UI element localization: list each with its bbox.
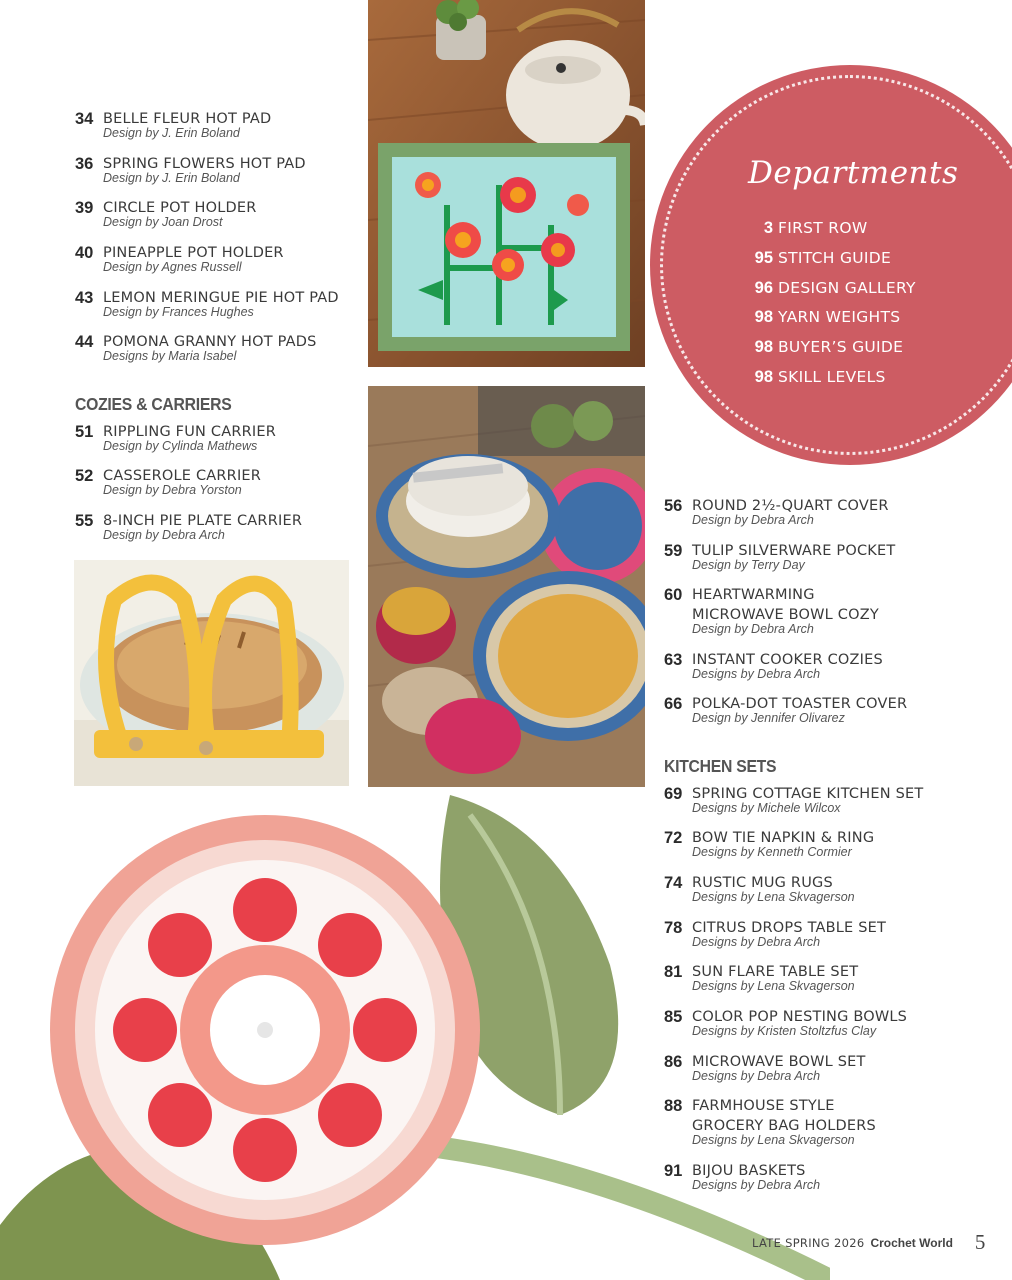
project-title: HEARTWARMING [692,587,815,603]
dept-item[interactable] [748,218,868,238]
designer-credit: Designs by Debra Arch [692,667,821,681]
project-title: POLKA-DOT TOASTER COVER [692,696,908,712]
dept-page-number: 95 [754,249,773,267]
project-title: CIRCLE POT HOLDER [103,200,257,216]
designer-credit: Designs by Debra Arch [692,935,821,949]
page-number: 43 [75,289,94,307]
page-number: 56 [664,497,683,515]
page-number: 86 [664,1053,683,1071]
designer-credit: Design by Cylinda Mathews [103,439,258,453]
toc-entry[interactable] [75,288,339,320]
designer-credit: Designs by Debra Arch [692,1178,821,1192]
project-title: POMONA GRANNY HOT PADS [103,334,317,350]
page-number: 36 [75,155,94,173]
photo-pie-carrier [74,560,349,786]
page-number: 39 [75,199,94,217]
page-number: 78 [664,919,683,937]
page-number: 69 [664,785,683,803]
issue-date: LATE SPRING 2026 [752,1236,865,1250]
dept-label: YARN WEIGHTS [778,308,901,326]
dept-label: DESIGN GALLERY [778,279,916,297]
toc-entry[interactable] [664,1161,820,1193]
page-number: 81 [664,963,683,981]
toc-entry[interactable] [664,585,879,637]
section-heading-kitchen: KITCHEN SETS [664,756,777,776]
toc-entry[interactable] [664,918,886,950]
dept-item[interactable] [748,337,903,357]
dept-page-number: 98 [754,338,773,356]
toc-entry[interactable] [75,466,261,498]
project-title: PINEAPPLE POT HOLDER [103,245,284,261]
page-number: 55 [75,512,94,530]
page-number: 34 [75,110,94,128]
page-number: 88 [664,1097,683,1115]
designer-credit: Design by Debra Arch [692,622,814,636]
project-title: CITRUS DROPS TABLE SET [692,920,887,936]
designer-credit: Designs by Lena Skvagerson [692,1133,855,1147]
designer-credit: Designs by Lena Skvagerson [692,979,855,993]
dept-item[interactable] [748,278,916,298]
designer-credit: Design by Agnes Russell [103,260,242,274]
dept-item[interactable] [748,307,900,327]
project-title-line2: GROCERY BAG HOLDERS [692,1118,876,1134]
dept-page-number: 96 [754,279,773,297]
dept-label: STITCH GUIDE [778,249,892,267]
project-title: INSTANT COOKER COZIES [692,652,883,668]
toc-entry[interactable] [664,873,855,905]
page-number: 40 [75,244,94,262]
page-number: 85 [664,1008,683,1026]
dept-page-number: 3 [763,219,773,237]
designer-credit: Designs by Michele Wilcox [692,801,841,815]
toc-entry[interactable] [664,1052,866,1084]
toc-entry[interactable] [75,154,306,186]
toc-entry[interactable] [75,109,271,141]
toc-entry[interactable] [75,198,257,230]
toc-entry[interactable] [664,784,923,816]
page-number-footer: 5 [974,1230,986,1254]
page-footer [752,1228,985,1253]
photo-flower-pot-holder [368,0,645,367]
dept-label: FIRST ROW [778,219,868,237]
project-title: TULIP SILVERWARE POCKET [692,543,896,559]
toc-entry[interactable] [664,694,907,726]
dept-label: BUYER’S GUIDE [778,338,904,356]
designer-credit: Design by Frances Hughes [103,305,254,319]
project-title-line2: MICROWAVE BOWL COZY [692,607,879,623]
designer-credit: Design by Debra Yorston [103,483,242,497]
section-heading-cozies: COZIES & CARRIERS [75,394,232,414]
project-title: SUN FLARE TABLE SET [692,964,859,980]
toc-entry[interactable] [664,496,889,528]
project-title: 8-INCH PIE PLATE CARRIER [103,513,303,529]
project-title: BIJOU BASKETS [692,1163,806,1179]
toc-entry[interactable] [664,962,858,994]
page-number: 91 [664,1162,683,1180]
toc-entry[interactable] [664,650,883,682]
page-number: 63 [664,651,683,669]
dept-item[interactable] [748,367,886,387]
project-title: RUSTIC MUG RUGS [692,875,833,891]
project-title: COLOR POP NESTING BOWLS [692,1009,908,1025]
project-title: BELLE FLEUR HOT PAD [103,111,272,127]
toc-entry[interactable] [664,1096,876,1148]
page-number: 51 [75,423,94,441]
toc-entry[interactable] [664,1007,907,1039]
designer-credit: Design by Debra Arch [692,513,814,527]
designer-credit: Design by Debra Arch [103,528,225,542]
designer-credit: Design by Jennifer Olivarez [692,711,845,725]
departments-title: Departments [748,155,959,191]
page-number: 52 [75,467,94,485]
designer-credit: Design by Joan Drost [103,215,223,229]
project-title: LEMON MERINGUE PIE HOT PAD [103,290,339,306]
designer-credit: Designs by Kristen Stoltzfus Clay [692,1024,877,1038]
project-title: SPRING COTTAGE KITCHEN SET [692,786,924,802]
magazine-name: Crochet World [870,1236,953,1250]
page-number: 74 [664,874,683,892]
page-number: 66 [664,695,683,713]
dept-label: SKILL LEVELS [778,368,886,386]
page-number: 72 [664,829,683,847]
project-title: FARMHOUSE STYLE [692,1098,835,1114]
photo-table-set [368,386,645,787]
project-title: SPRING FLOWERS HOT PAD [103,156,306,172]
toc-entry[interactable] [75,511,302,543]
designer-credit: Designs by Kenneth Cormier [692,845,852,859]
designer-credit: Design by J. Erin Boland [103,126,240,140]
toc-entry[interactable] [75,332,317,364]
designer-credit: Designs by Debra Arch [692,1069,821,1083]
project-title: MICROWAVE BOWL SET [692,1054,866,1070]
toc-entry[interactable] [75,243,284,275]
dept-page-number: 98 [754,308,773,326]
project-title: BOW TIE NAPKIN & RING [692,830,875,846]
designer-credit: Design by Terry Day [692,558,805,572]
designer-credit: Designs by Maria Isabel [103,349,237,363]
project-title: CASSEROLE CARRIER [103,468,262,484]
toc-entry[interactable] [75,422,276,454]
designer-credit: Designs by Lena Skvagerson [692,890,855,904]
page-number: 60 [664,586,683,604]
page-number: 59 [664,542,683,560]
page-number: 44 [75,333,94,351]
toc-entry[interactable] [664,828,874,860]
designer-credit: Design by J. Erin Boland [103,171,240,185]
project-title: ROUND 2½-QUART COVER [692,498,889,514]
dept-item[interactable] [748,248,891,268]
dept-page-number: 98 [754,368,773,386]
toc-entry[interactable] [664,541,895,573]
project-title: RIPPLING FUN CARRIER [103,424,277,440]
